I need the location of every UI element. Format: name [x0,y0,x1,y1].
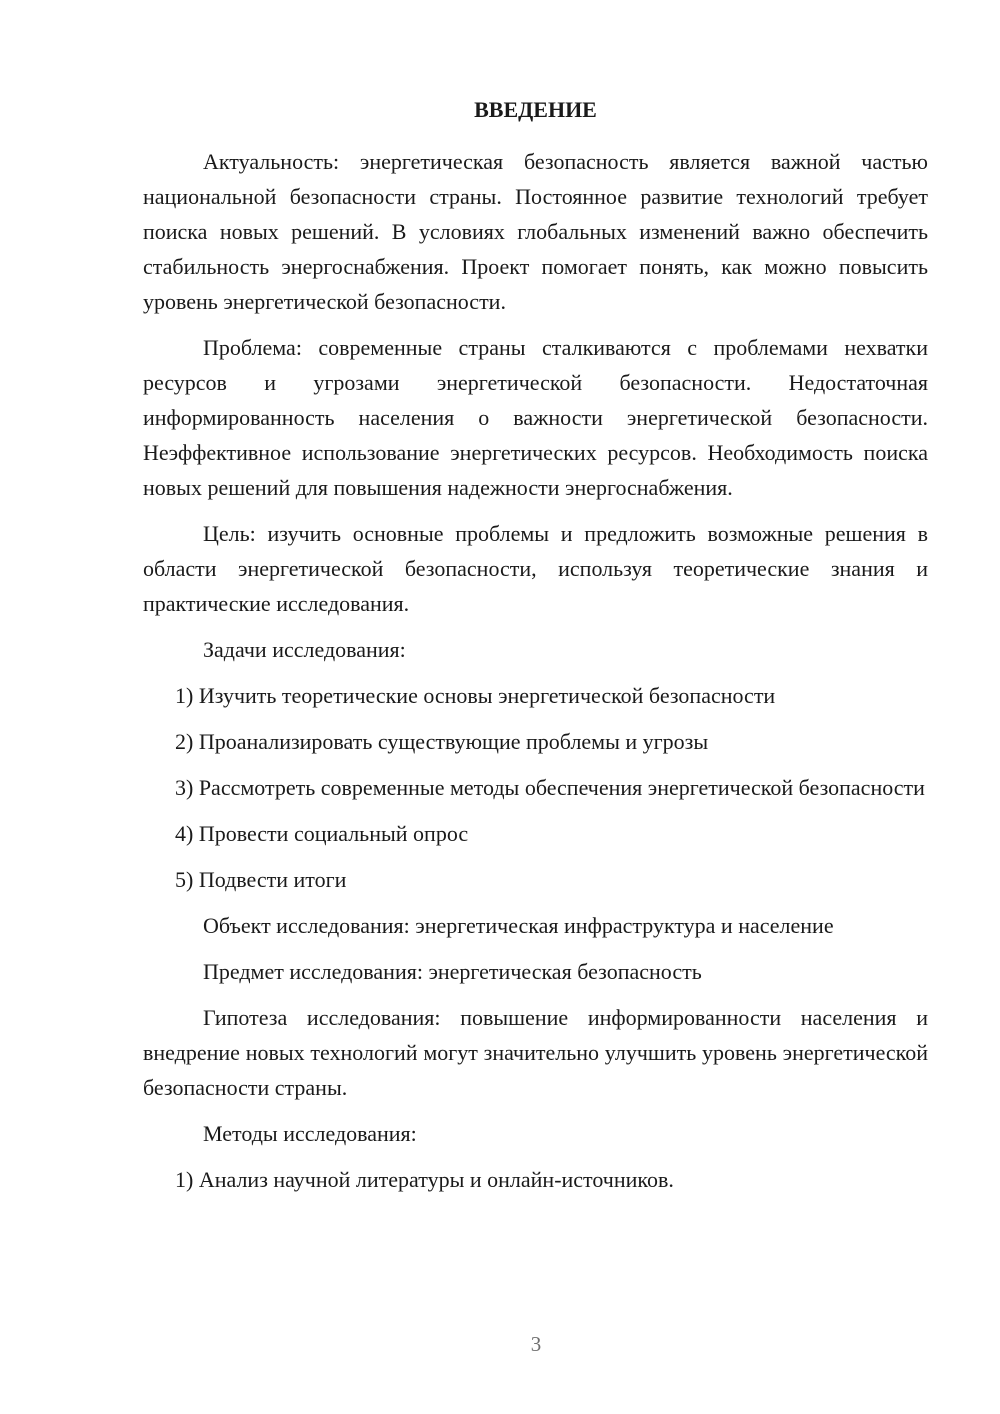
task-item: 3) Рассмотреть современные методы обеспечения энергетической безопасности [175,775,925,800]
research-object: Объект исследования: энергетическая инфраструктура и население [203,913,834,938]
methods-heading: Методы исследования: [203,1121,417,1146]
tasks-heading: Задачи исследования: [203,637,406,662]
task-item: 5) Подвести итоги [175,867,347,892]
task-item: 2) Проанализировать существующие проблемы и угрозы [175,729,709,754]
document-page [143,92,928,1208]
method-item: 1) Анализ научной литературы и онлайн-источников. [175,1167,674,1192]
hypothesis-paragraph: Гипотеза исследования: повышение информированности населения и внедрение новых технологий могут значительно улучшить уровень энергетической безопасности страны. [143,1005,928,1100]
goal-paragraph: Цель: изучить основные проблемы и предложить возможные решения в области энергетической безопасности, используя теоретические знания и практические исследования. [143,521,928,616]
relevance-paragraph: Актуальность: энергетическая безопасность является важной частью национальной безопасности страны. Постоянное развитие технологий требует поиска новых решений. В условиях глобальных изменений важно обеспечить стабильность энергоснабжения. Проект помогает понять, как можно повысить уровень энергетической безопасности. [143,149,928,314]
research-subject: Предмет исследования: энергетическая безопасность [203,959,702,984]
task-item: 1) Изучить теоретические основы энергетической безопасности [175,683,776,708]
task-item: 4) Провести социальный опрос [175,821,469,846]
document-title: ВВЕДЕНИЕ [474,97,597,122]
problem-paragraph: Проблема: современные страны сталкиваются с проблемами нехватки ресурсов и угрозами энергетической безопасности. Недостаточная информированность населения о важности энергетической безопасности. Неэффективное использование энергетических ресурсов. Необходимость поиска новых решений для повышения надежности энергоснабжения. [143,335,928,500]
page-number: 3 [530,1332,542,1356]
